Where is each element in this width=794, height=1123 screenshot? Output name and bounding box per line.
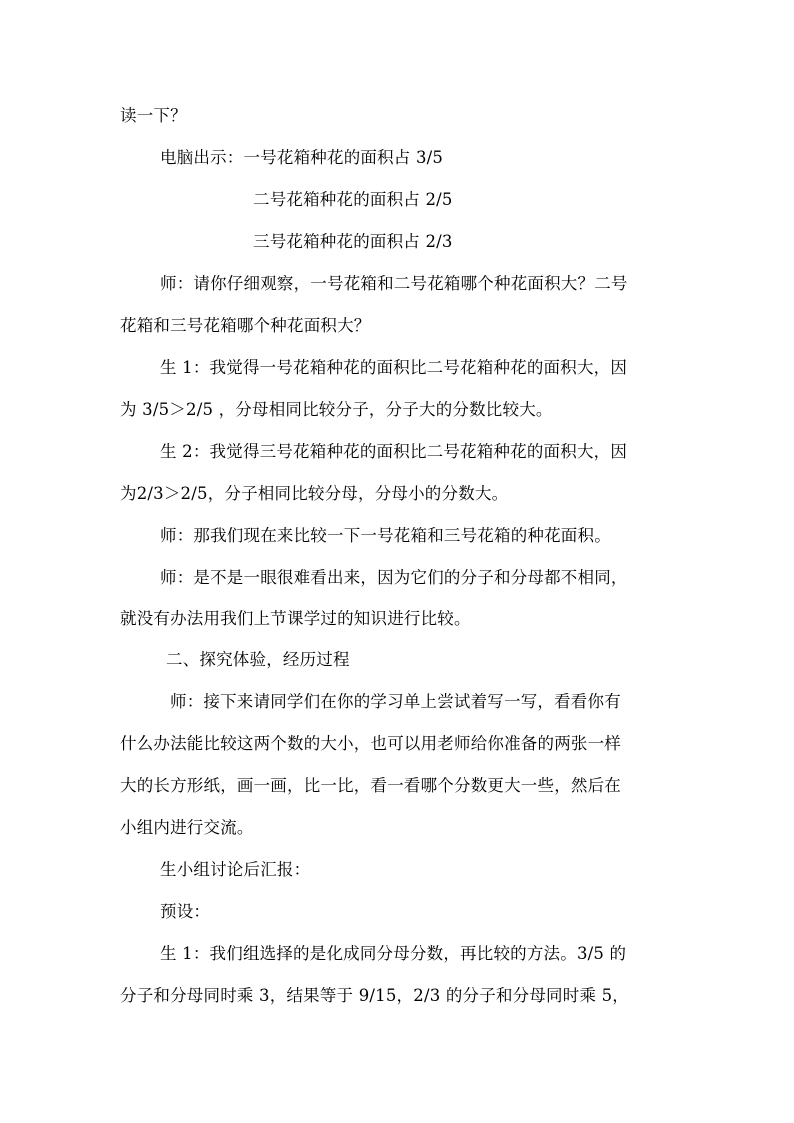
text-line-teacher-question: 师：请你仔细观察，一号花箱和二号花箱哪个种花面积大？二号 — [160, 274, 628, 293]
text-line-teacher-task-cont-2: 大的长方形纸，画一画，比一比，看一看哪个分数更大一些，然后在 — [120, 776, 621, 795]
text-line-computer-display: 电脑出示：一号花箱种花的面积占 3/5 — [160, 148, 444, 167]
text-line-teacher-task-cont-1: 什么办法能比较这两个数的大小，也可以用老师给你准备的两张一样 — [120, 734, 621, 753]
text-line-continuation: 读一下？ — [120, 106, 187, 125]
text-line-teacher-hard: 师：是不是一眼很难看出来，因为它们的分子和分母都不相同， — [160, 568, 628, 587]
text-line-student-one-cont: 为 3/5＞2/5 ，分母相同比较分子，分子大的分数比较大。 — [120, 400, 553, 419]
section-heading: 二、探究体验，经历过程 — [166, 650, 350, 669]
text-line-preset: 预设： — [160, 902, 211, 921]
text-line-teacher-task: 师：接下来请同学们在你的学习单上尝试着写一写，看看你有 — [170, 692, 621, 711]
text-line-student-method-cont: 分子和分母同时乘 3，结果等于 9/15，2/3 的分子和分母同时乘 5， — [120, 986, 629, 1005]
text-line-teacher-compare: 师：那我们现在来比较一下一号花箱和三号花箱的种花面积。 — [160, 526, 611, 545]
text-line-student-two-cont: 为2/3＞2/5，分子相同比较分母，分母小的分数大。 — [120, 484, 509, 503]
text-line-student-method: 生 1：我们组选择的是化成同分母分数，再比较的方法。3/5 的 — [160, 944, 627, 963]
text-line-box-three: 三号花箱种花的面积占 2/3 — [253, 232, 453, 251]
text-line-student-one: 生 1：我觉得一号花箱种花的面积比二号花箱种花的面积大，因 — [160, 358, 628, 377]
text-line-box-two: 二号花箱种花的面积占 2/5 — [253, 190, 453, 209]
text-line-group-report: 生小组讨论后汇报： — [160, 860, 311, 879]
text-line-teacher-hard-cont: 就没有办法用我们上节课学过的知识进行比较。 — [120, 609, 471, 628]
text-line-teacher-question-cont: 花箱和三号花箱哪个种花面积大？ — [120, 316, 371, 335]
text-line-student-two: 生 2：我觉得三号花箱种花的面积比二号花箱种花的面积大，因 — [160, 442, 628, 461]
text-line-teacher-task-cont-3: 小组内进行交流。 — [120, 818, 254, 837]
